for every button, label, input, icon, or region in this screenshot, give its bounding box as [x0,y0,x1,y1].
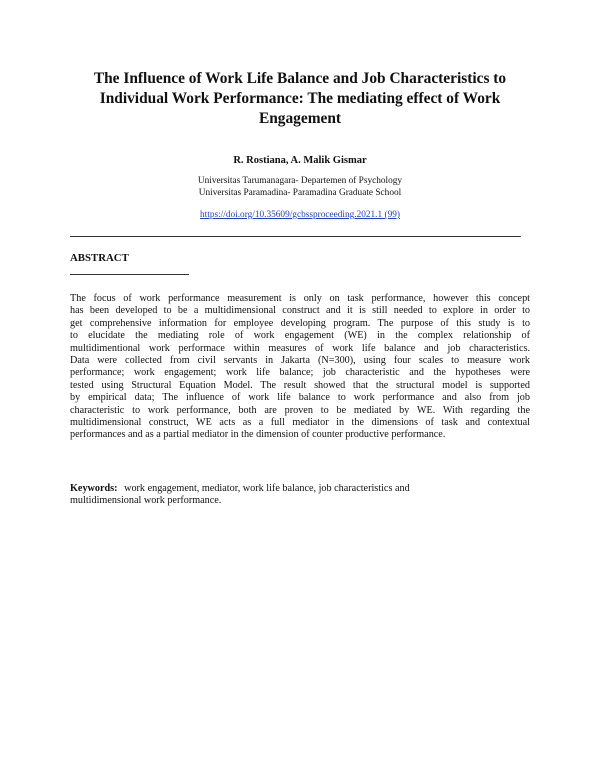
abstract-line: get comprehensive information for employee developing program. The purpose of this study is to [70,317,530,329]
abstract-line: has been developed to be a multidimensional construct and it is still needed to explore in order to [70,305,530,317]
author-list: R. Rostiana, A. Malik Gismar [233,155,367,166]
abstract-text [70,293,530,442]
abstract-line: performances and as a partial mediator in the dimension of counter productive performance. [70,429,446,441]
keywords-label: Keywords: [70,483,118,494]
abstract-line: Data were collected from civil servants in Jakarta (N=300), using four scales to measure work [70,354,530,366]
doi-line [0,209,600,221]
abstract-line: multidimensional construct, WE acts as a full mediator in the dimensions of task and contextual [70,416,530,428]
keywords-text: work engagement, mediator, work life balance, job characteristics and [124,483,410,494]
keywords-line [70,483,530,495]
affiliation-line: Universitas Paramadina- Paramadina Graduate School [198,188,402,198]
title-line: Individual Work Performance: The mediating effect of Work [99,90,501,107]
abstract-line: by empirical data; The influence of work life balance to work performance and also from job [70,392,530,404]
abstract-heading-underline [70,274,189,275]
paper-title [70,69,530,129]
doi-link[interactable]: https://doi.org/10.35609/gcbssproceeding.2021.1 (99) [200,210,400,220]
affiliations [0,175,600,199]
abstract-line: performance; work engagement; work life balance; job characteristic and the hypotheses were [70,367,530,379]
abstract-line: to elucidate the mediating role of work engagement (WE) in the complex relationship of [70,330,530,342]
abstract-line: The focus of work performance measurement is only on task performance, however this concept [70,293,530,304]
abstract-line: multidimentional work performace within measures of work life balance and job characteristics. [70,342,530,354]
keywords-block [70,483,530,508]
header-divider [70,236,521,237]
abstract-heading: ABSTRACT [70,252,129,264]
abstract-line: tested using Structural Equation Model. The result showed that the structural model is supported [70,379,530,391]
title-line: The Influence of Work Life Balance and Job Characteristics to [93,70,507,87]
keywords-line: multidimensional work performance. [70,495,222,507]
affiliation-line: Universitas Tarumanagara- Departemen of Psychology [197,176,403,186]
abstract-line: characteristic to work performance, both are proven to be mediated by WE. With regarding the [70,404,530,416]
title-line: Engagement [258,110,342,127]
